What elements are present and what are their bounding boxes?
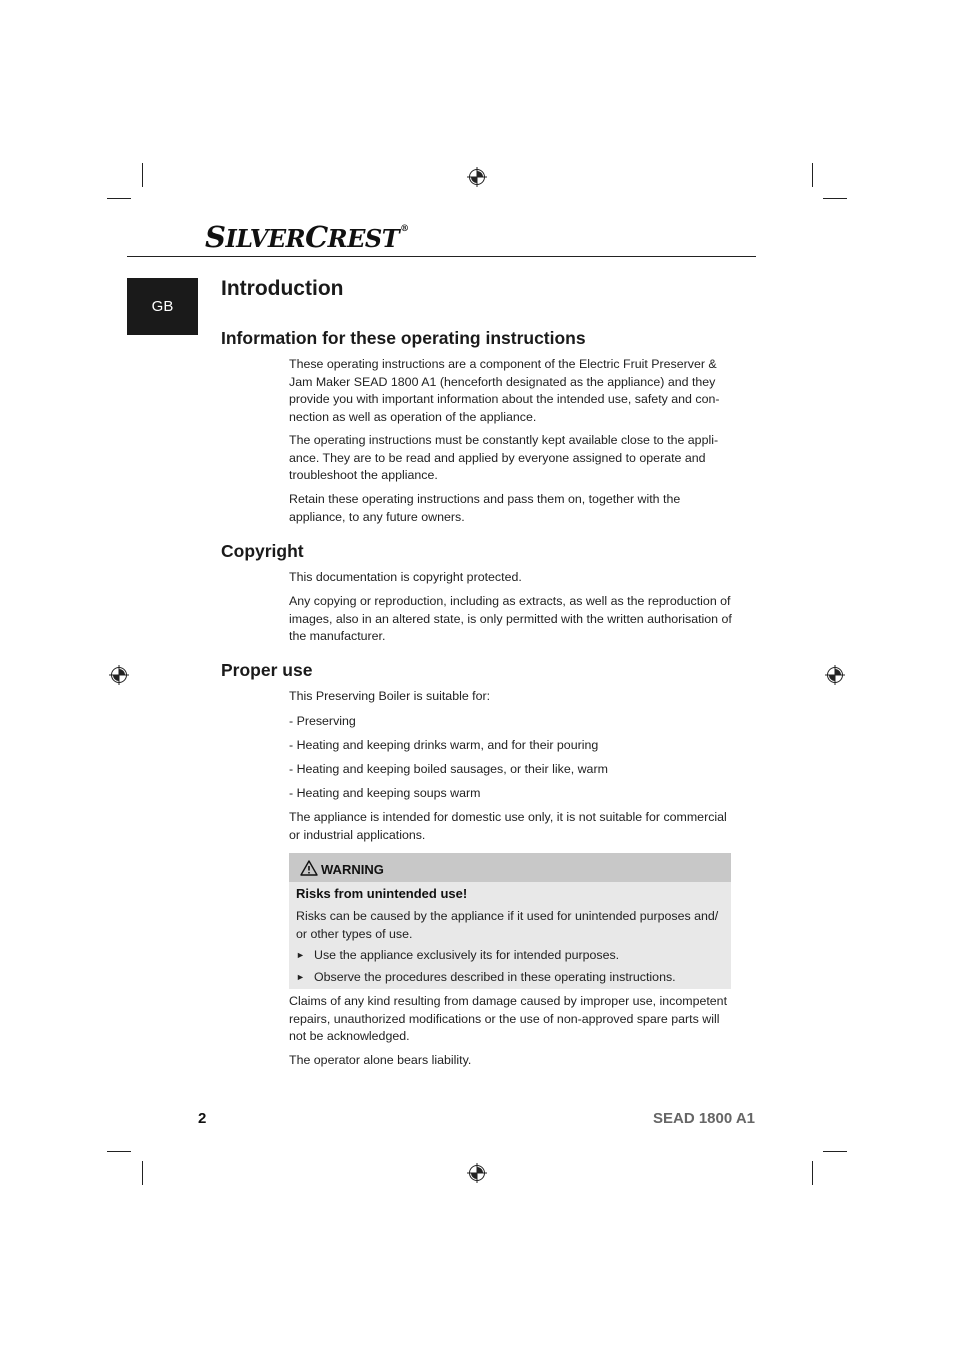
list-item: - Preserving: [289, 714, 356, 728]
warning-bullet: ► Observe the procedures described in these operating instructions.: [296, 969, 676, 988]
crop-mark: [812, 1161, 813, 1185]
arrow-bullet-icon: ►: [296, 950, 305, 960]
registration-mark-icon: [825, 665, 845, 685]
list-item: - Heating and keeping soups warm: [289, 786, 481, 800]
paragraph: This Preserving Boiler is suitable for:: [289, 689, 491, 703]
paragraph: The operating instructions must be constantly kept available close to the appli-ance. They are to be read and applied by everyone assigned to operate and troubleshoot the appliance.: [289, 433, 719, 483]
page-title: Introduction: [221, 277, 344, 300]
paragraph: The operator alone bears liability.: [289, 1053, 472, 1067]
paragraph: Claims of any kind resulting from damage caused by improper use, incompetent repairs, unauthorized modifications or the use of non-approved spare parts will not be acknowledged.: [289, 994, 728, 1044]
paragraph: This documentation is copyright protected.: [289, 570, 522, 584]
brand-logo: SILVERCREST®: [205, 220, 409, 254]
model-number: SEAD 1800 A1: [653, 1110, 755, 1127]
paragraph: The appliance is intended for domestic use only, it is not suitable for commercial or industrial applications.: [289, 810, 727, 842]
header-divider: [127, 256, 756, 257]
warning-box: [289, 853, 731, 989]
crop-mark: [107, 1151, 131, 1152]
crop-mark: [812, 163, 813, 187]
warning-bullet: ► Use the appliance exclusively its for intended purposes.: [296, 947, 619, 966]
crop-mark: [107, 198, 131, 199]
arrow-bullet-icon: ►: [296, 972, 305, 982]
crop-mark: [142, 163, 143, 187]
section-heading-copyright: Copyright: [221, 541, 304, 561]
crop-mark: [823, 1151, 847, 1152]
crop-mark: [823, 198, 847, 199]
registration-mark-icon: [109, 665, 129, 685]
warning-subtitle: Risks from unintended use!: [296, 886, 468, 901]
page-number: 2: [198, 1110, 207, 1127]
warning-title: WARNING: [321, 861, 384, 877]
list-item: - Heating and keeping boiled sausages, or their like, warm: [289, 762, 608, 776]
paragraph: Any copying or reproduction, including as extracts, as well as the reproduction of images, also in an altered state, is only permitted with the written authorisation of the manufacturer.: [289, 594, 732, 644]
language-tab: [127, 278, 198, 335]
warning-header: [289, 853, 731, 882]
list-item: - Heating and keeping drinks warm, and for their pouring: [289, 738, 599, 752]
section-heading-information: Information for these operating instructions: [221, 328, 586, 348]
paragraph: Retain these operating instructions and pass them on, together with the appliance, to any future owners.: [289, 492, 681, 524]
crop-mark: [142, 1161, 143, 1185]
section-heading-proper-use: Proper use: [221, 660, 313, 680]
language-tab-label: GB: [151, 298, 174, 315]
warning-body: Risks can be caused by the appliance if it used for unintended purposes and/ or other types of use.: [296, 909, 719, 941]
registration-mark-icon: [467, 1163, 487, 1183]
registration-mark-icon: [467, 167, 487, 187]
paragraph: These operating instructions are a component of the Electric Fruit Preserver & Jam Maker SEAD 1800 A1 (henceforth designated as the appliance) and they provide you with important information about the intended use, safety and con-nection as well as operation of the appliance.: [289, 357, 720, 424]
warning-triangle-icon: [300, 860, 318, 876]
